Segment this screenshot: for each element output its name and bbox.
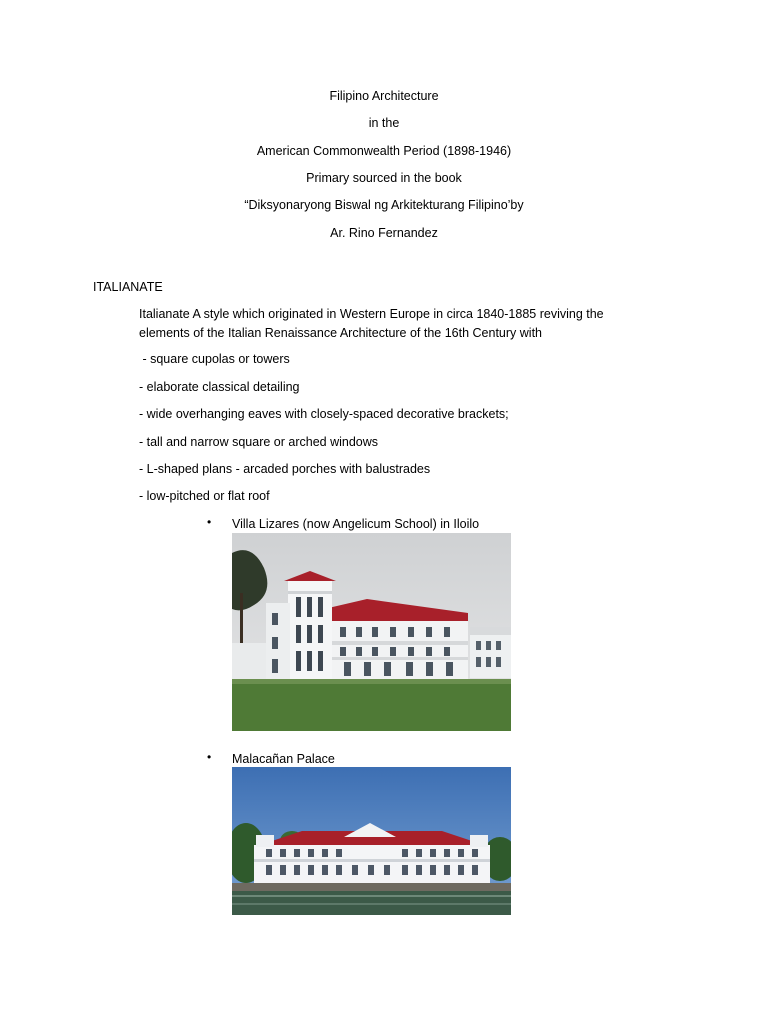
feature-item: - tall and narrow square or arched windows: [139, 435, 379, 449]
bullet-marker: •: [207, 750, 212, 764]
villa-lizares-photo: [232, 533, 511, 731]
doc-title-line-3: American Commonwealth Period (1898-1946): [256, 144, 512, 158]
feature-item: - wide overhanging eaves with closely-spaced decorative brackets;: [139, 407, 509, 421]
doc-title-line-6: Ar. Rino Fernandez: [330, 226, 438, 240]
bullet-marker: •: [207, 515, 212, 529]
doc-title-line-2: in the: [368, 116, 400, 130]
example-label-malacanan-palace: Malacañan Palace: [232, 752, 335, 766]
feature-item: - L-shaped plans - arcaded porches with balustrades: [139, 462, 431, 476]
section-heading: ITALIANATE: [93, 280, 163, 294]
feature-item: - elaborate classical detailing: [139, 380, 300, 394]
malacanan-palace-photo: [232, 767, 511, 915]
doc-title-line-5: “Diksyonaryong Biswal ng Arkitekturang Filipino’by: [244, 198, 524, 212]
intro-line-2: elements of the Italian Renaissance Architecture of the 16th Century with: [139, 326, 543, 340]
doc-title-line-4: Primary sourced in the book: [306, 171, 462, 185]
doc-title-line-1: Filipino Architecture: [329, 89, 439, 103]
example-label-villa-lizares: Villa Lizares (now Angelicum School) in Iloilo: [232, 517, 480, 531]
feature-item: - square cupolas or towers: [139, 352, 290, 366]
malacanan-palace-illustration: [232, 767, 511, 915]
villa-lizares-illustration: [232, 533, 511, 731]
intro-line-1: Italianate A style which originated in Western Europe in circa 1840-1885 reviving the: [139, 307, 604, 321]
feature-item: - low-pitched or flat roof: [139, 489, 270, 503]
